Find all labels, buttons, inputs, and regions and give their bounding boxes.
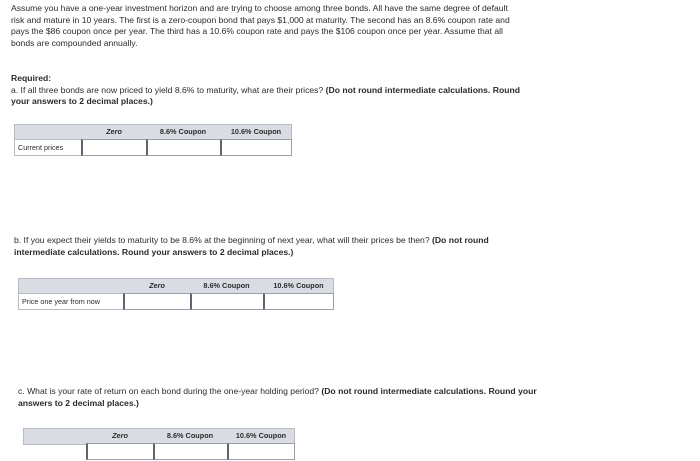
col-header-8-6-coupon: 8.6% Coupon xyxy=(159,127,207,136)
future-price-8-6-input[interactable] xyxy=(190,293,264,310)
col-header-zero: Zero xyxy=(149,281,165,290)
required-heading: Required: xyxy=(11,73,52,83)
part-b-text: b. If you expect their yields to maturity to be 8.6% at the beginning of next year, what will their prices be then? xyxy=(14,235,432,245)
part-a-instruction: (Do not round intermediate calculations. Round xyxy=(325,84,520,95)
row-label-price-one-year: Price one year from now xyxy=(18,293,124,310)
intro-line: bonds are compounded annually. xyxy=(11,37,138,48)
current-price-10-6-input[interactable] xyxy=(220,139,292,156)
part-c-instruction-cont: answers to 2 decimal places.) xyxy=(18,397,139,408)
part-b-instruction: (Do not round xyxy=(431,235,489,245)
part-c-text: c. What is your rate of return on each bond during the one-year holding period? xyxy=(18,386,322,396)
part-a-question xyxy=(11,73,691,108)
col-header-10-6-coupon: 10.6% Coupon xyxy=(235,431,287,440)
future-price-10-6-input[interactable] xyxy=(263,293,334,310)
part-c-question xyxy=(18,386,698,409)
return-zero-input[interactable] xyxy=(86,443,154,460)
col-header-zero: Zero xyxy=(112,431,128,440)
current-price-8-6-input[interactable] xyxy=(146,139,221,156)
current-price-zero-input[interactable] xyxy=(81,139,147,156)
return-8-6-input[interactable] xyxy=(153,443,228,460)
col-header-zero: Zero xyxy=(106,127,122,136)
col-header-8-6-coupon: 8.6% Coupon xyxy=(203,281,250,290)
col-header-8-6-coupon: 8.6% Coupon xyxy=(166,431,214,440)
col-header-10-6-coupon: 10.6% Coupon xyxy=(273,281,324,290)
return-10-6-input[interactable] xyxy=(227,443,295,460)
part-a-text: a. If all three bonds are now priced to yield 8.6% to maturity, what are their prices? xyxy=(11,84,326,95)
part-c-instruction: (Do not round intermediate calculations. Round your xyxy=(321,386,537,396)
row-label-current-prices: Current prices xyxy=(14,139,82,156)
intro-line: risk and mature in 10 years. The first is a zero-coupon bond that pays $1,000 at maturity. The second has an 8.6% coupon rate and xyxy=(11,14,510,25)
part-a-instruction-cont: your answers to 2 decimal places.) xyxy=(11,96,153,106)
intro-line: pays the $86 coupon once per year. The third has a 10.6% coupon rate and pays the $106 coupon once per year. Assume that all xyxy=(11,26,503,36)
intro-line: Assume you have a one-year investment horizon and are trying to choose among three bonds. All have the same degree of default xyxy=(11,3,508,13)
problem-statement xyxy=(11,3,661,49)
part-b-question xyxy=(14,235,694,258)
part-b-instruction-cont: intermediate calculations. Round your answers to 2 decimal places.) xyxy=(14,246,294,257)
col-header-10-6-coupon: 10.6% Coupon xyxy=(230,127,282,136)
future-price-zero-input[interactable] xyxy=(123,293,191,310)
